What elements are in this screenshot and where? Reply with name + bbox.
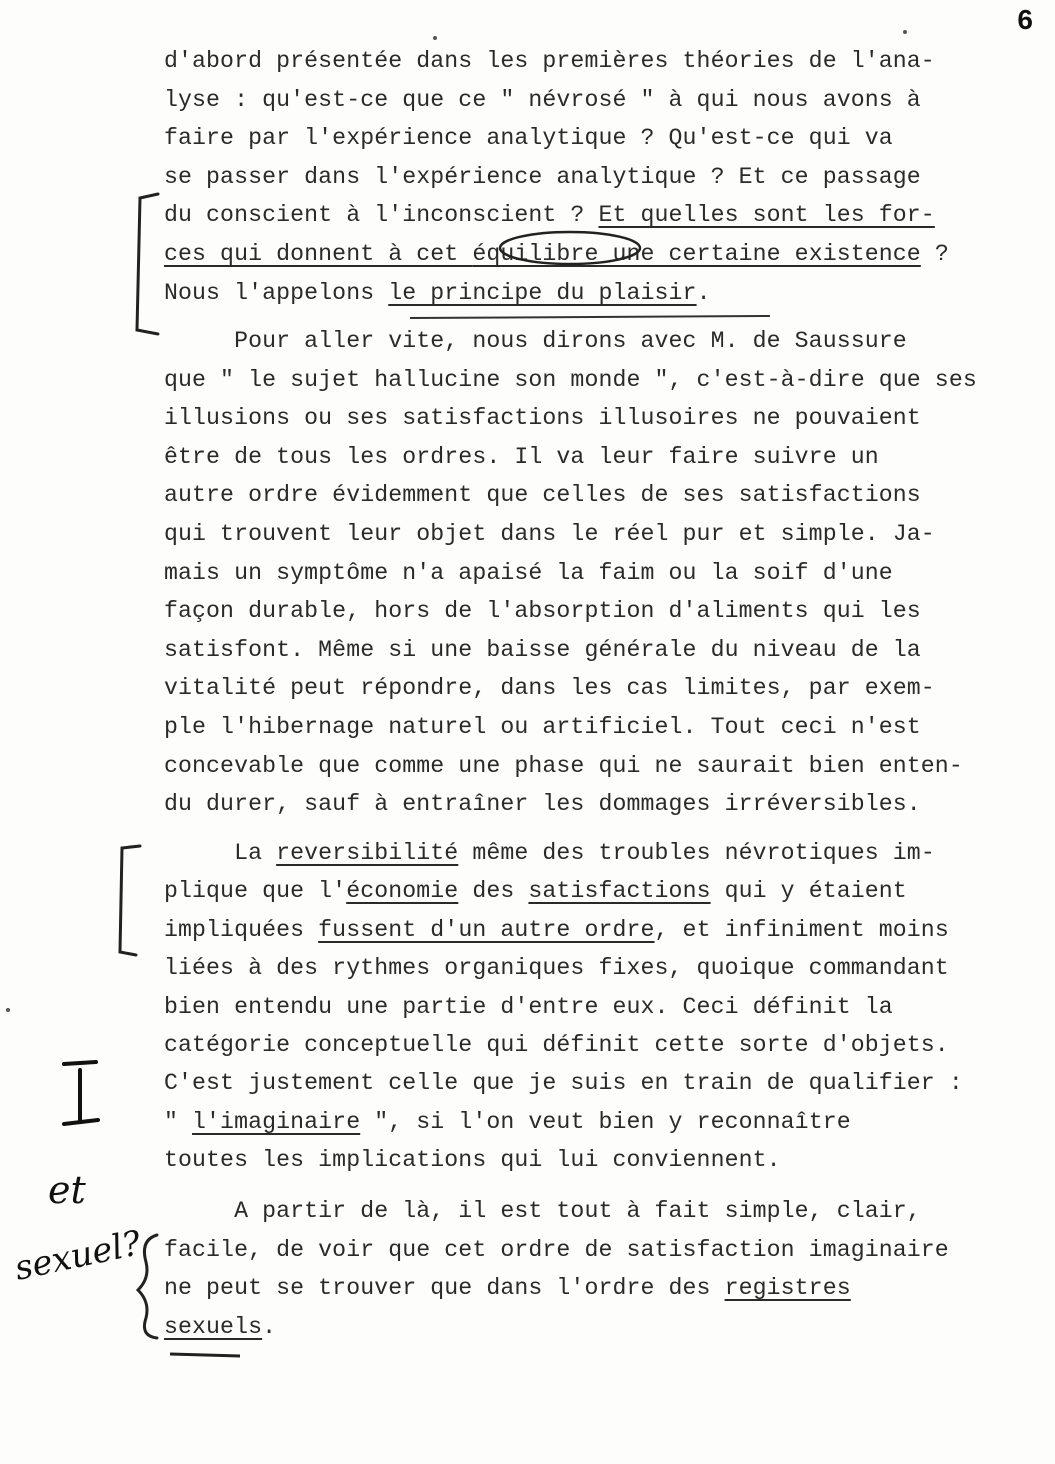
page-number: 6	[1017, 4, 1033, 35]
text-segment: concevable que comme une phase qui ne saurait bien enten-	[164, 752, 963, 779]
hand-underline-sexuels	[170, 1354, 240, 1356]
text-line	[164, 521, 935, 547]
text-line	[164, 328, 907, 354]
stray-dot	[433, 36, 437, 40]
text-segment: d'abord présentée dans les premières théories de l'ana-	[164, 48, 935, 74]
text-segment: liées à des rythmes organiques fixes, quoique commandant	[164, 955, 949, 982]
text-segment: satisfont. Même si une baisse générale du niveau de la	[164, 636, 921, 663]
stray-dot	[903, 30, 907, 34]
text-segment: être de tous les ordres. Il va leur faire suivre un	[164, 443, 879, 470]
underlined-text: Et quelles sont les for-	[598, 202, 935, 229]
text-segment: ple l'hibernage naturel ou artificiel. Tout ceci n'est	[164, 714, 921, 740]
text-segment: Nous l'appelons	[164, 279, 389, 306]
text-line	[164, 202, 935, 228]
text-segment: plique que l'	[164, 878, 347, 905]
text-segment: bien entendu une partie d'entre eux. Ceci définit la	[164, 993, 893, 1020]
underlined-text: registres	[724, 1275, 851, 1302]
text-line	[164, 598, 921, 624]
margin-bracket-2	[120, 846, 140, 955]
text-line	[164, 1032, 949, 1058]
text-segment: C'est justement celle que je suis en train de qualifier :	[164, 1070, 963, 1097]
text-segment: toutes les implications qui lui conviennent.	[164, 1147, 781, 1174]
text-line	[164, 1237, 949, 1263]
text-segment: faire par l'expérience analytique ? Qu'est-ce qui va	[164, 125, 893, 152]
text-segment: .	[262, 1313, 277, 1340]
text-segment: illusions ou ses satisfactions illusoires ne pouvaient	[164, 405, 921, 432]
underlined-text: une certaine existence	[598, 241, 921, 267]
text-line	[164, 87, 921, 113]
text-line	[164, 753, 963, 779]
text-segment: se passer dans l'expérience analytique ? Et ce passage	[164, 163, 921, 190]
text-segment: impliquées	[164, 916, 319, 943]
text-line	[164, 878, 907, 904]
text-line	[164, 560, 893, 586]
text-segment: "	[164, 1108, 193, 1135]
text-segment: A partir de là, il est tout à fait simple, clair,	[164, 1198, 921, 1224]
annotation-et: et	[48, 1168, 86, 1212]
text-segment: .	[696, 279, 711, 306]
text-segment: des	[458, 878, 529, 905]
text-line	[164, 675, 935, 701]
underlined-text: reversibilité	[276, 840, 459, 866]
text-segment: facile, de voir que cet ordre de satisfaction imaginaire	[164, 1236, 949, 1263]
text-line	[164, 444, 879, 470]
text-line	[164, 1070, 963, 1096]
text-segment: façon durable, hors de l'absorption d'aliments qui les	[164, 598, 921, 625]
text-line	[164, 1275, 851, 1301]
text-segment: du conscient à l'inconscient ?	[164, 202, 599, 229]
text-segment: que " le sujet hallucine son monde ", c'est-à-dire que ses	[164, 366, 977, 393]
text-segment: La	[164, 840, 277, 866]
underlined-text: sexuels	[164, 1313, 263, 1340]
text-line	[164, 1314, 276, 1340]
text-segment: mais un symptôme n'a apaisé la faim ou la soif d'une	[164, 559, 893, 586]
text-line	[164, 1198, 921, 1224]
underlined-text: le principe du plaisir	[388, 279, 697, 306]
symbol-i-mark	[64, 1062, 98, 1124]
text-segment: lyse : qu'est-ce que ce " névrosé " à qui nous avons à	[164, 86, 921, 113]
text-segment: ", si l'on veut bien y reconnaître	[360, 1108, 851, 1135]
text-line	[164, 367, 977, 393]
underlined-text: l'imaginaire	[192, 1108, 361, 1135]
text-segment: même des troubles névrotiques im-	[458, 840, 935, 866]
text-line	[164, 994, 893, 1020]
text-segment: catégorie conceptuelle qui définit cette sorte d'objets.	[164, 1032, 949, 1058]
text-segment: du durer, sauf à entraîner les dommages irréversibles.	[164, 791, 921, 818]
text-line	[164, 280, 711, 306]
underlined-text: équilibre	[472, 241, 599, 267]
text-segment: qui trouvent leur objet dans le réel pur et simple. Ja-	[164, 521, 935, 547]
annotation-sexuel: sexuel?	[11, 1223, 145, 1289]
text-segment: ne peut se trouver que dans l'ordre des	[164, 1275, 725, 1302]
text-segment: vitalité peut répondre, dans les cas limites, par exem-	[164, 675, 935, 702]
margin-bracket-1	[137, 194, 158, 334]
hand-underline-plaisir	[410, 316, 770, 318]
text-segment: autre ordre évidemment que celles de ses satisfactions	[164, 482, 921, 509]
text-line	[164, 1109, 851, 1135]
text-line	[164, 917, 949, 943]
text-segment: Pour aller vite, nous dirons avec M. de Saussure	[164, 328, 907, 354]
text-line	[164, 791, 921, 817]
stray-dot	[6, 1008, 10, 1012]
underlined-text: satisfactions	[528, 878, 711, 905]
text-line	[164, 482, 921, 508]
text-segment: qui y étaient	[710, 878, 907, 905]
underlined-text: ces qui donnent à cet	[164, 241, 473, 267]
text-line	[164, 637, 921, 663]
text-line	[164, 405, 921, 431]
text-line	[164, 125, 893, 151]
text-segment: ?	[920, 241, 949, 267]
text-line	[164, 1147, 781, 1173]
text-segment: , et infiniment moins	[654, 916, 949, 943]
text-line	[164, 840, 935, 866]
text-line	[164, 48, 935, 74]
text-line	[164, 164, 921, 190]
text-line	[164, 955, 949, 981]
underlined-text: fussent d'un autre ordre	[318, 916, 655, 943]
underlined-text: économie	[346, 878, 459, 905]
text-line	[164, 241, 949, 267]
text-line	[164, 714, 921, 740]
